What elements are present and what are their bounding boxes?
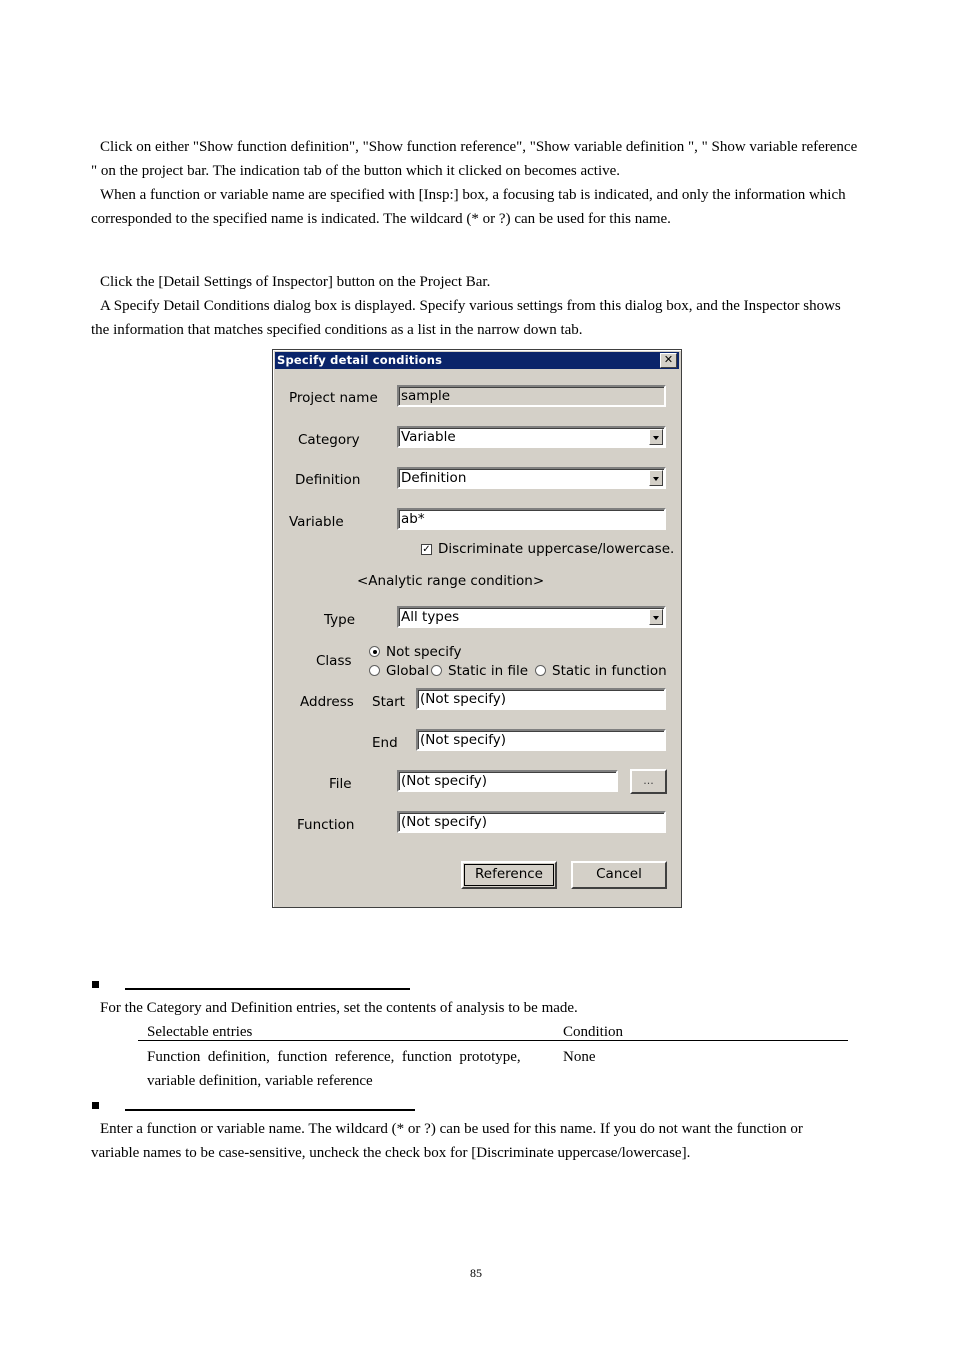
class-radio-not-specify[interactable]: [369, 646, 380, 657]
table-cell-entries: Function definition, function reference, function prototype,: [147, 1049, 521, 1065]
discriminate-label[interactable]: Discriminate uppercase/lowercase.: [438, 541, 675, 557]
table-header-condition: Condition: [563, 1024, 624, 1040]
file-label: File: [329, 776, 352, 792]
chevron-down-icon[interactable]: [649, 609, 663, 625]
table-header-rule: [138, 1040, 848, 1041]
paragraph-text: Click the [Detail Settings of Inspector] button on the Project Bar.: [100, 274, 491, 290]
paragraph-insp-box: [91, 183, 861, 231]
project-name-field: sample: [397, 385, 666, 407]
end-address-input[interactable]: (Not specify): [416, 729, 666, 751]
dialog-title: Specify detail conditions: [277, 353, 443, 367]
end-label: End: [372, 735, 398, 751]
class-option-label[interactable]: Static in function: [552, 663, 667, 679]
paragraph-text: When a function or variable name are specified with [Insp:] box, a focusing tab is indicated, and only the information which corresponded to the specified name is indicated. The wildcard (* or ?) can be used for this name.: [91, 187, 846, 227]
bullet-icon: [92, 981, 99, 988]
paragraph-text: Click on either "Show function definition", "Show function reference", "Show variable definition ", " Show variable reference " on the project bar. The indication tab of the button which it clicked on becomes active.: [91, 139, 858, 179]
definition-label: Definition: [295, 472, 361, 488]
definition-select[interactable]: [397, 467, 666, 489]
project-name-label: Project name: [289, 390, 378, 406]
close-button[interactable]: [660, 353, 677, 368]
class-option-label[interactable]: Static in file: [448, 663, 529, 679]
specify-detail-conditions-dialog: [272, 349, 682, 908]
function-label: Function: [297, 817, 355, 833]
class-label: Class: [316, 653, 352, 669]
class-radio-static-in-function[interactable]: [535, 665, 546, 676]
variable-label: Variable: [289, 514, 344, 530]
page-number: 85: [470, 1266, 482, 1280]
checkmark-icon: ✓: [422, 544, 431, 555]
paragraph-detail-settings: [91, 270, 861, 294]
class-radio-static-in-file[interactable]: [431, 665, 442, 676]
class-option-label[interactable]: Not specify: [386, 644, 462, 660]
section1-intro-text: For the Category and Definition entries, set the contents of analysis to be made.: [100, 1000, 578, 1016]
analytic-range-heading: <Analytic range condition>: [357, 573, 545, 589]
class-radio-global[interactable]: [369, 665, 380, 676]
cancel-button[interactable]: Cancel: [571, 861, 667, 889]
paragraph-dialog-description: [91, 294, 861, 342]
variable-input[interactable]: ab*: [397, 508, 666, 530]
paragraph-show-buttons: [91, 135, 861, 183]
start-label: Start: [372, 694, 405, 710]
section2-text-line: Enter a function or variable name. The wildcard (* or ?) can be used for this name. If you do not want the function or: [100, 1121, 803, 1137]
close-icon: ✕: [663, 353, 674, 366]
browse-button[interactable]: ...: [630, 769, 667, 794]
bullet-icon: [92, 1102, 99, 1109]
type-select[interactable]: [397, 606, 666, 628]
file-input[interactable]: (Not specify): [397, 770, 618, 792]
category-select[interactable]: [397, 426, 666, 448]
discriminate-checkbox[interactable]: [421, 544, 432, 555]
section2-text: [91, 1117, 871, 1141]
start-address-input[interactable]: (Not specify): [416, 688, 666, 710]
address-label: Address: [300, 694, 354, 710]
function-input[interactable]: (Not specify): [397, 811, 666, 833]
type-label: Type: [324, 612, 356, 628]
table-header-entries: Selectable entries: [147, 1024, 253, 1040]
definition-selected-value: Definition: [401, 470, 467, 486]
category-selected-value: Variable: [401, 429, 456, 445]
paragraph-text: A Specify Detail Conditions dialog box is displayed. Specify various settings from this dialog box, and the Inspector shows the information that matches specified conditions as a list in the narrow down tab.: [91, 298, 841, 338]
table-cell-entries: variable definition, variable reference: [147, 1073, 373, 1089]
section2-text: [91, 1141, 871, 1165]
chevron-down-icon[interactable]: [649, 429, 663, 445]
section1-intro: [91, 996, 861, 1020]
class-option-label[interactable]: Global: [386, 663, 430, 679]
table-cell-condition: None: [563, 1049, 596, 1065]
section-heading-underline: [125, 1109, 415, 1111]
chevron-down-icon[interactable]: [649, 470, 663, 486]
section-heading-underline: [125, 988, 410, 990]
category-label: Category: [298, 432, 360, 448]
section2-text-line: variable names to be case-sensitive, uncheck the check box for [Discriminate uppercase/lowercase].: [91, 1145, 691, 1161]
type-selected-value: All types: [401, 609, 460, 625]
dialog-title-bar[interactable]: [275, 352, 679, 369]
reference-button[interactable]: Reference: [461, 861, 557, 889]
